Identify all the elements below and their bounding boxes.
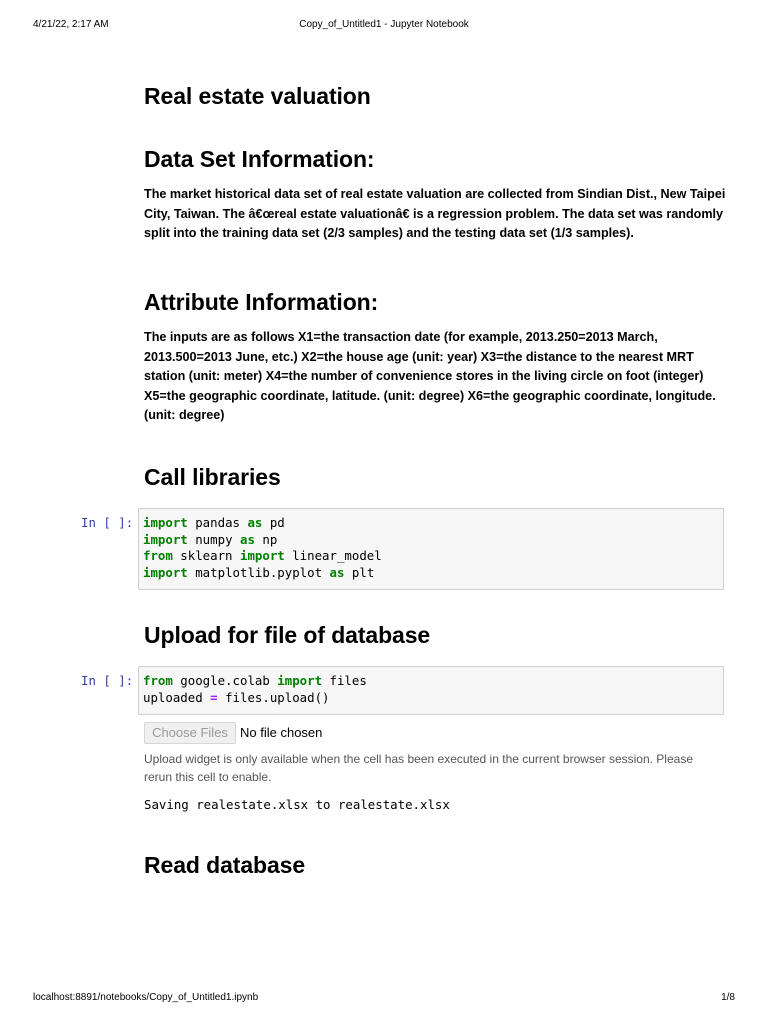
code-text: np xyxy=(254,531,278,547)
upload-heading: Upload for file of database xyxy=(144,622,431,648)
keyword: import xyxy=(143,531,188,547)
attribute-paragraph: The inputs are as follows X1=the transaction date (for example, 2013.250=2013 March, 2013.500=2013 June, etc.) X2=the house age (unit: year) X3=the distance to the nearest MRT station (unit: meter) X4=the number of convenience stores in the living circle on foot (integer) X5=the geographic coordinate, latitude. (unit: degree) X6=the geographic coordinate, longitude. (unit: degree) xyxy=(144,330,716,423)
keyword: import xyxy=(239,548,285,563)
code-text: plt xyxy=(344,564,375,580)
code-line xyxy=(139,673,723,690)
keyword: as xyxy=(247,515,263,530)
code-cell-upload[interactable] xyxy=(138,666,724,715)
notebook-title: Real estate valuation xyxy=(144,83,371,109)
code-line xyxy=(139,548,723,565)
cell-output-text: Saving realestate.xlsx to realestate.xlsx xyxy=(144,797,450,812)
print-url: localhost:8891/notebooks/Copy_of_Untitled1.ipynb xyxy=(33,992,259,1003)
dataset-heading: Data Set Information: xyxy=(144,146,375,172)
code-text: pd xyxy=(262,515,285,530)
file-status-text: No file chosen xyxy=(240,725,323,740)
print-title: Copy_of_Untitled1 - Jupyter Notebook xyxy=(299,19,469,30)
input-prompt: In [ ]: xyxy=(81,673,134,688)
operator: = xyxy=(210,689,218,705)
code-text: pandas xyxy=(187,515,248,530)
code-text: matplotlib.pyplot xyxy=(187,564,330,580)
keyword: import xyxy=(143,564,188,580)
code-line xyxy=(139,515,723,532)
choose-files-button[interactable]: Choose Files xyxy=(144,722,236,744)
keyword: import xyxy=(143,515,188,530)
code-line xyxy=(139,565,723,582)
read-database-heading: Read database xyxy=(144,852,306,878)
libraries-heading: Call libraries xyxy=(144,464,281,490)
keyword: as xyxy=(239,531,255,547)
code-text: files.upload() xyxy=(217,689,330,705)
code-text: sklearn xyxy=(172,548,240,563)
print-page-number: 1/8 xyxy=(721,992,735,1003)
keyword: from xyxy=(143,673,173,688)
keyword: from xyxy=(143,548,173,563)
code-line xyxy=(139,690,723,707)
code-text: files xyxy=(322,673,367,688)
input-prompt: In [ ]: xyxy=(81,515,134,530)
attribute-heading: Attribute Information: xyxy=(144,289,379,315)
code-line xyxy=(139,532,723,549)
keyword: as xyxy=(329,564,345,580)
keyword: import xyxy=(277,673,323,688)
code-text: numpy xyxy=(187,531,240,547)
dataset-paragraph: The market historical data set of real estate valuation are collected from Sindian Dist., New Taipei City, Taiwan. The â€œreal estate valuationâ€ is a regression problem. The data set was randomly split into the training data set (2/3 samples) and the testing data set (1/3 samples). xyxy=(144,187,726,241)
code-text: linear_model xyxy=(284,548,382,563)
code-cell-libraries[interactable] xyxy=(138,508,724,590)
code-text: uploaded xyxy=(143,689,211,705)
upload-widget-note: Upload widget is only available when the cell has been executed in the current browser session. Please rerun this cell to enable. xyxy=(144,752,693,784)
print-datetime: 4/21/22, 2:17 AM xyxy=(33,19,109,30)
code-text: google.colab xyxy=(172,673,278,688)
